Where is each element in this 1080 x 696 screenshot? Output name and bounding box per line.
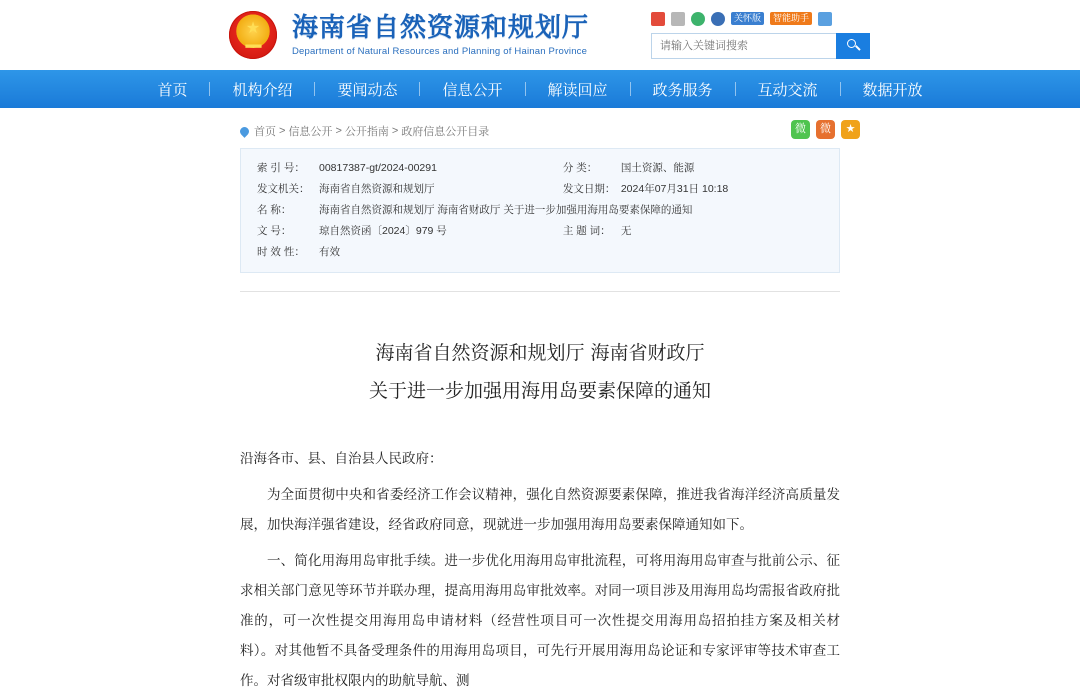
mini-icon-bar <box>651 12 870 26</box>
meta-label-issuer: 发文机关： <box>257 183 310 195</box>
search-box <box>651 33 870 59</box>
meta-label-category: 分 类： <box>562 162 598 174</box>
mobile-icon[interactable] <box>818 12 832 26</box>
article-salutation: 沿海各市、县、自治县人民政府： <box>240 451 443 467</box>
main-navigation <box>0 70 1080 108</box>
table-row <box>255 158 825 179</box>
meta-value-docnum: 琼自然资函〔2024〕979 号 <box>319 225 447 237</box>
breadcrumb-item-home[interactable]: 首页 <box>254 126 276 138</box>
nav-item-interaction[interactable]: 互动交流 <box>757 81 818 99</box>
site-title-block <box>292 12 589 58</box>
article-paragraph: 一、简化用海用岛审批手续。进一步优化用海用岛审批流程，可将用海用岛审查与批前公示、征求相关部门意见等环节并联办理，提高用海用岛审批效率。对同一项目涉及用海用岛均需报省政府批准的，可一次性提交用海用岛申请材料（经营性项目可一次性提交用海用岛招拍挂方案及相关材料）。对其他暂不具备受理条件的用海用岛项目，可先行开展用海用岛论证和专家评审等技术审查工作。对省级审批权限内的助航导航、测 <box>240 553 840 689</box>
page-title-line-2: 关于进一步加强用海用岛要素保障的通知 <box>368 380 711 402</box>
article-text <box>240 444 840 696</box>
site-title: 海南省自然资源和规划厅 <box>292 13 590 43</box>
meta-value-name: 海南省自然资源和规划厅 海南省财政厅 关于进一步加强用海用岛要素保障的通知 <box>319 204 693 216</box>
wechat-share-icon[interactable]: 微 <box>791 120 810 139</box>
meta-value-date: 2024年07月31日 10:18 <box>620 183 729 195</box>
nav-item-services[interactable]: 政务服务 <box>652 81 713 99</box>
page-title-line-1: 海南省自然资源和规划厅 海南省财政厅 <box>375 342 705 364</box>
breadcrumb-separator: > <box>335 125 342 137</box>
clock-icon[interactable] <box>711 12 725 26</box>
nav-item-home[interactable]: 首页 <box>157 81 188 99</box>
table-row <box>255 179 825 200</box>
page-content <box>0 108 1080 696</box>
meta-label-date: 发文日期： <box>562 183 616 195</box>
search-button[interactable] <box>836 33 870 59</box>
meta-label-name: 名 称： <box>257 204 292 216</box>
meta-value-issuer: 海南省自然资源和规划厅 <box>319 183 435 195</box>
meta-value-keywords: 无 <box>620 225 632 237</box>
search-icon <box>847 39 856 48</box>
nav-item-organization[interactable]: 机构介绍 <box>232 81 293 99</box>
breadcrumb-separator: > <box>391 125 399 137</box>
header-utilities <box>651 12 870 59</box>
nav-item-disclosure[interactable]: 信息公开 <box>442 81 503 99</box>
barrier-free-badge[interactable]: 关怀版 <box>731 12 764 25</box>
mail-icon[interactable] <box>671 12 685 26</box>
favorite-star-icon[interactable]: ★ <box>841 120 860 139</box>
breadcrumb-item-disclosure[interactable]: 信息公开 <box>288 126 333 138</box>
table-row <box>255 242 825 263</box>
search-input[interactable] <box>651 33 836 59</box>
wisdom-badge[interactable]: 智能助手 <box>770 12 812 25</box>
wechat-icon[interactable] <box>691 12 705 26</box>
meta-label-docnum: 文 号： <box>257 225 292 237</box>
nav-item-interpretation[interactable]: 解读回应 <box>547 81 608 99</box>
weibo-share-icon[interactable]: 微 <box>816 120 835 139</box>
breadcrumb <box>240 123 489 139</box>
document-metadata-panel <box>240 148 840 273</box>
app-icon[interactable] <box>651 12 665 26</box>
nav-item-news[interactable]: 要闻动态 <box>337 81 398 99</box>
meta-label-validity: 时 效 性： <box>257 246 305 258</box>
site-subtitle: Department of Natural Resources and Planning of Hainan Province <box>292 46 588 57</box>
home-pin-icon <box>238 125 251 138</box>
breadcrumb-row <box>240 118 856 144</box>
nav-item-open-data[interactable]: 数据开放 <box>862 81 923 99</box>
meta-label-index: 索 引 号： <box>257 162 305 174</box>
breadcrumb-item-guide[interactable]: 公开指南 <box>344 126 389 138</box>
article-body <box>240 292 840 696</box>
meta-value-validity: 有效 <box>319 246 340 258</box>
breadcrumb-item-catalog[interactable]: 政府信息公开目录 <box>401 126 490 138</box>
meta-label-keywords: 主 题 词： <box>562 225 611 237</box>
share-icon-group <box>791 120 860 139</box>
site-header <box>0 0 1080 70</box>
meta-value-category: 国土资源、能源 <box>620 162 695 174</box>
article-paragraph: 为全面贯彻中央和省委经济工作会议精神，强化自然资源要素保障，推进我省海洋经济高质量发展，加快海洋强省建设，经省政府同意，现就进一步加强用海用岛要素保障通知如下。 <box>240 487 840 533</box>
national-emblem-icon: ★ ▂▂ <box>226 8 280 62</box>
table-row <box>255 200 825 221</box>
metadata-table <box>255 158 825 263</box>
meta-value-index: 00817387-gt/2024-00291 <box>319 162 437 174</box>
nav-list <box>135 79 944 100</box>
breadcrumb-separator: > <box>279 125 286 137</box>
table-row <box>255 221 825 242</box>
